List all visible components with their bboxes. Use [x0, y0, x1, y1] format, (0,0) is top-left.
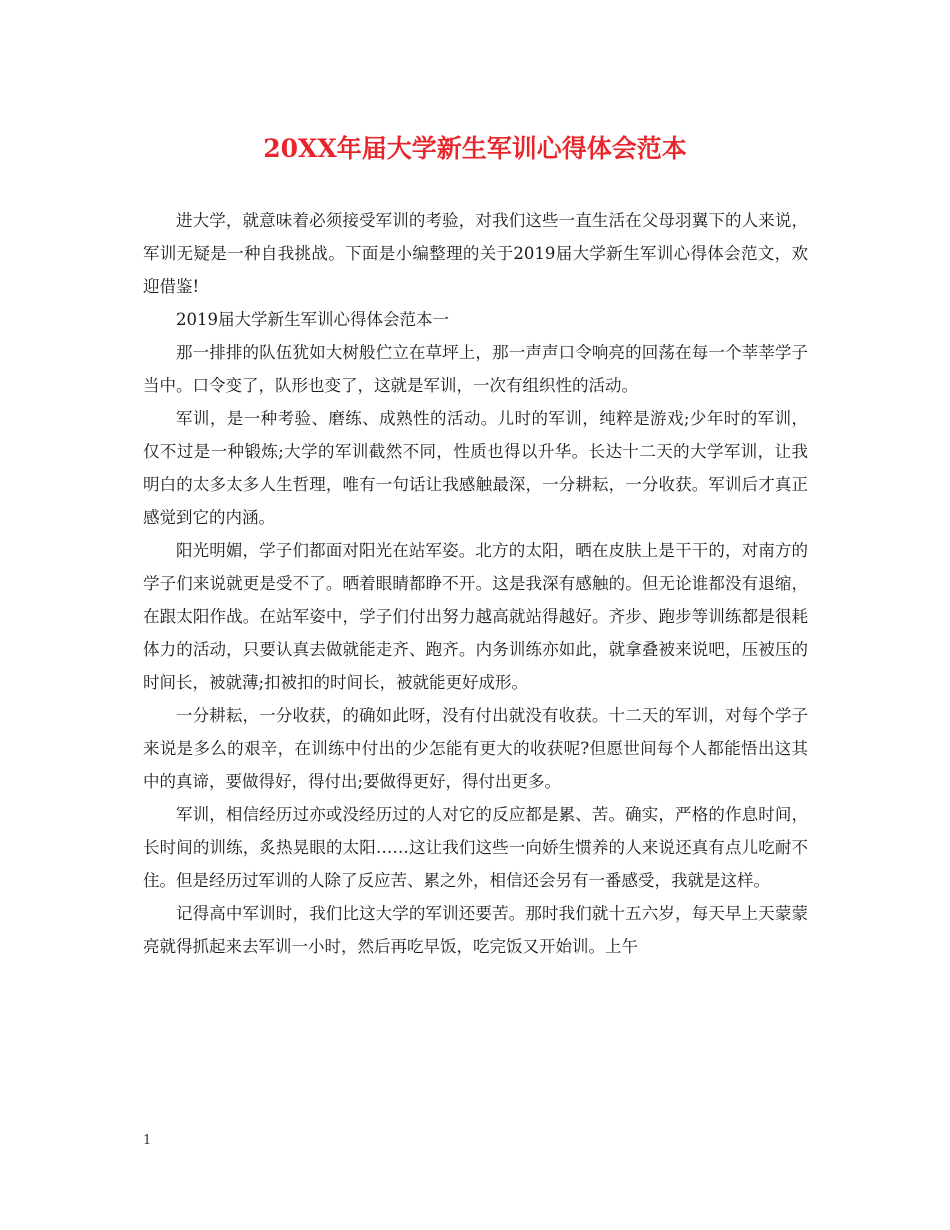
paragraph: 记得高中军训时，我们比这大学的军训还要苦。那时我们就十五六岁，每天早上天蒙蒙亮就得抓起来去军训一小时，然后再吃早饭，吃完饭又开始训。上午	[143, 904, 808, 956]
section-heading: 2019届大学新生军训心得体会范本一	[176, 310, 449, 329]
document-body	[143, 204, 808, 963]
paragraph: 军训，相信经历过亦或没经历过的人对它的反应都是累、苦。确实，严格的作息时间，长时间的训练，炙热晃眼的太阳……这让我们这些一向娇生惯养的人来说还真有点儿吃耐不住。但是经历过军训的人除了反应苦、累之外，相信还会另有一番感受，我就是这样。	[143, 805, 808, 890]
document-title: 20XX年届大学新生军训心得体会范本	[263, 134, 687, 163]
paragraph: 那一排排的队伍犹如大树般伫立在草坪上，那一声声口令响亮的回荡在每一个莘莘学子当中。口令变了，队形也变了，这就是军训，一次有组织性的活动。	[143, 343, 808, 395]
paragraph: 进大学，就意味着必须接受军训的考验，对我们这些一直生活在父母羽翼下的人来说，军训无疑是一种自我挑战。下面是小编整理的关于2019届大学新生军训心得体会范文，欢迎借鉴!	[143, 211, 808, 296]
page-number: 1	[143, 1133, 152, 1148]
paragraph: 一分耕耘，一分收获，的确如此呀，没有付出就没有收获。十二天的军训，对每个学子来说是多么的艰辛，在训练中付出的少怎能有更大的收获呢?但愿世间每个人都能悟出这其中的真谛，要做得好，得付出;要做得更好，得付出更多。	[143, 706, 808, 791]
paragraph: 阳光明媚，学子们都面对阳光在站军姿。北方的太阳，晒在皮肤上是干干的，对南方的学子们来说就更是受不了。晒着眼睛都睁不开。这是我深有感触的。但无论谁都没有退缩，在跟太阳作战。在站军姿中，学子们付出努力越高就站得越好。齐步、跑步等训练都是很耗体力的活动，只要认真去做就能走齐、跑齐。内务训练亦如此，就拿叠被来说吧，压被压的时间长，被就薄;扣被扣的时间长，被就能更好成形。	[143, 541, 808, 692]
paragraph: 军训，是一种考验、磨练、成熟性的活动。儿时的军训，纯粹是游戏;少年时的军训，仅不过是一种锻炼;大学的军训截然不同，性质也得以升华。长达十二天的大学军训，让我明白的太多太多人生哲理，唯有一句话让我感触最深，一分耕耘，一分收获。军训后才真正感觉到它的内涵。	[143, 409, 808, 527]
